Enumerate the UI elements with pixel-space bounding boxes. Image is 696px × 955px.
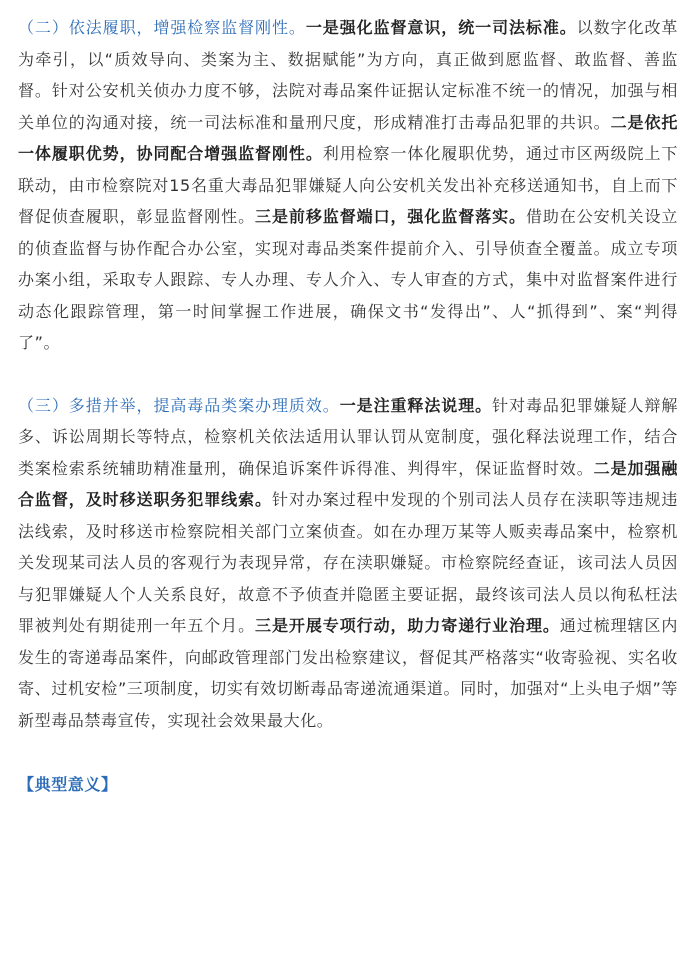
body-text: 利用检察一体化履职优势，通过市区两级院上下联动，由市检察院对15名重大毒品犯罪嫌疑人向公安机关发出补充移送通知书，自上而下督促侦查履职，彰显监督刚性。 xyxy=(18,144,678,226)
key-point: 二是依托一体履职优势，协同配合增强监督刚性。 xyxy=(18,112,678,163)
section-heading: （三）多措并举，提高毒品类案办理质效。 xyxy=(18,395,340,415)
paragraph-section-3 xyxy=(18,390,678,737)
key-point: 一是注重释法说理。 xyxy=(339,395,493,415)
body-text: 针对办案过程中发现的个别司法人员存在渎职等违规违法线索，及时移送市检察院相关部门立案侦查。如在办理万某等人贩卖毒品案中，检察机关发现某司法人员的客观行为表现异常，存在渎职嫌疑。市检察院经查证，该司法人员因与犯罪嫌疑人个人关系良好，故意不予侦查并隐匿主要证据，最终该司法人员以徇私枉法罪被判处有期徒刑一年五个月。 xyxy=(18,490,678,635)
body-text: 通过梳理辖区内发生的寄递毒品案件，向邮政管理部门发出检察建议，督促其严格落实“收寄验视、实名收寄、过机安检”三项制度，切实有效切断毒品寄递流通渠道。同时，加强对“上头电子烟”等新型毒品禁毒宣传，实现社会效果最大化。 xyxy=(18,616,678,730)
paragraph-section-2 xyxy=(18,0,678,359)
key-point: 二是加强融合监督，及时移送职务犯罪线索。 xyxy=(18,458,678,509)
key-point: 三是前移监督端口，强化监督落实。 xyxy=(255,207,526,226)
body-text: 以数字化改革为牵引，以“质效导向、类案为主、数据赋能”为方向，真正做到愿监督、敢监督、善监督。针对公安机关侦办力度不够，法院对毒品案件证据认定标准不统一的情况，加强与相关单位的沟通对接，统一司法标准和量刑尺度，形成精准打击毒品犯罪的共识。 xyxy=(18,18,678,132)
key-point: 三是开展专项行动，助力寄递行业治理。 xyxy=(255,616,560,635)
section-heading: （二）依法履职，增强检察监督刚性。 xyxy=(18,18,306,37)
article-body xyxy=(18,0,678,801)
body-text: 针对毒品犯罪嫌疑人辩解多、诉讼周期长等特点，检察机关依法适用认罪认罚从宽制度，强化释法说理工作，结合类案检索系统辅助精准量刑，确保追诉案件诉得准、判得牢，保证监督时效。 xyxy=(18,395,679,478)
body-text: 借助在公安机关设立的侦查监督与协作配合办公室，实现对毒品类案件提前介入、引导侦查全覆盖。成立专项办案小组，采取专人跟踪、专人办理、专人介入、专人审查的方式，集中对监督案件进行动态化跟踪管理，第一时间掌握工作进展，确保文书“发得出”、人“抓得到”、案“判得了”。 xyxy=(18,207,679,352)
typical-significance-title: 【典型意义】 xyxy=(18,775,118,794)
key-point: 一是强化监督意识，统一司法标准。 xyxy=(305,18,577,37)
